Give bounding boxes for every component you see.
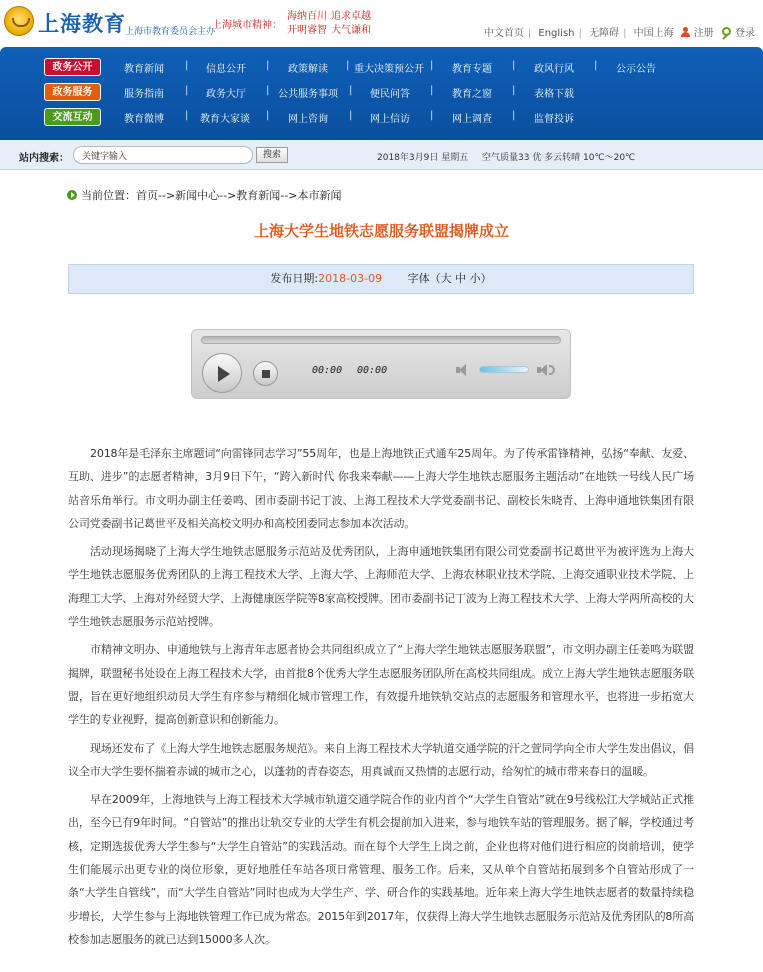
main-nav bbox=[0, 47, 763, 140]
arrow-circle-icon bbox=[67, 190, 77, 200]
current-date: 2018年3月9日 星期五 bbox=[377, 153, 469, 163]
spirit-word: 大气谦和 bbox=[331, 25, 371, 36]
user-icon bbox=[681, 27, 690, 37]
article-title: 上海大学生地铁志愿服务联盟揭牌成立 bbox=[253, 222, 509, 240]
spirit-word: 海纳百川 bbox=[287, 11, 327, 22]
nav-badge-interaction[interactable]: 交流互动 bbox=[44, 108, 101, 126]
site-name[interactable]: 上海教育 bbox=[38, 12, 126, 36]
breadcrumb bbox=[67, 187, 341, 203]
nav-item[interactable]: 公共服务事项 bbox=[278, 89, 338, 100]
audio-player bbox=[191, 329, 571, 399]
city-spirit-words bbox=[287, 10, 382, 38]
site-logo-icon[interactable] bbox=[4, 6, 34, 36]
nav-item[interactable]: 重大决策预公开 bbox=[354, 64, 424, 75]
nav-item[interactable]: 公示公告 bbox=[616, 64, 656, 75]
nav-item[interactable]: 信息公开 bbox=[206, 64, 246, 75]
play-icon[interactable] bbox=[202, 353, 242, 393]
nav-item[interactable]: 网上信访 bbox=[370, 114, 410, 125]
spirit-word: 追求卓越 bbox=[331, 11, 371, 22]
publish-date-label: 发布日期: bbox=[270, 272, 319, 285]
article-paragraph: 早在2009年，上海地铁与上海工程技术大学城市轨道交通学院合作的业内首个“大学生自管站”就在9号线松江大学城站正式推出，至今已有9年时间。“自管站”的推出让轨交专业的大学生有机会提前加入进来，参与地铁车站的管理服务。据了解，学校通过考核，定期选拔优秀大学生参与“大学生自管站”的实践活动。而在每个大学生上岗之前，企业也将对他们进行相应的岗前培训，使学生们能展示出更专业的岗位形象，更好地胜任车站各项日常管理、服务工作。后来，又从单个自管站拓展到多个自管站形成了一条“大学生自管线”，而“大学生自管站”同时也成为大学生产、学、研合作的实践基地。近年来上海大学生地铁志愿者的数量持续稳步增长，大学生参与上海地铁管理工作已成为常态。2015年到2017年，仅获得上海大学生地铁志愿服务示范站及优秀团队的8所高校参加志愿服务的就已达到15000多人次。 bbox=[68, 793, 694, 946]
link-english[interactable]: English bbox=[538, 28, 575, 39]
nav-badge-gov-open[interactable]: 政务公开 bbox=[44, 58, 101, 76]
volume-slider[interactable] bbox=[479, 366, 529, 373]
article-paragraph: 2018年是毛泽东主席题词“向雷锋同志学习”55周年，也是上海地铁正式通车25周年。为了传承雷锋精神，弘扬“奉献、友爱、互助、进步”的志愿者精神，3月9日下午，“跨入新时代 你我来奉献——上海大学生地铁志愿服务主题活动”在地铁一号线人民广场站音乐角举行。市文明办副主任姜鸣、团市委副书记丁波、上海工程技术大学党委副书记、副校长朱晓青、上海申通地铁集团有限公司党委副书记葛世平及相关高校文明办和高校团委同志参加本次活动。 bbox=[68, 447, 694, 530]
site-sub: 上海市教育委员会主办 bbox=[125, 27, 216, 37]
volume-low-icon[interactable] bbox=[456, 363, 472, 377]
nav-item[interactable]: 政务大厅 bbox=[206, 89, 246, 100]
link-accessibility[interactable]: 无障碍 bbox=[589, 28, 620, 39]
stop-icon[interactable] bbox=[253, 361, 278, 386]
spirit-word: 开明睿智 bbox=[287, 25, 327, 36]
search-input[interactable] bbox=[73, 146, 253, 164]
city-spirit-label: 上海城市精神： bbox=[212, 20, 282, 31]
nav-row-gov-open: 政务公开 教育新闻 | 信息公开 | 政策解读 | 重大决策预公开 | 教育专题 | 政风行风 | 公示公告 bbox=[44, 57, 744, 79]
nav-item[interactable]: 网上咨询 bbox=[288, 114, 328, 125]
top-links: 中文首页 | English | 无障碍 | 中国上海 注册 登录 bbox=[483, 28, 755, 39]
link-china-shanghai[interactable]: 中国上海 bbox=[633, 28, 674, 39]
nav-item[interactable]: 表格下载 bbox=[534, 89, 574, 100]
article-paragraph: 市精神文明办、申通地铁与上海青年志愿者协会共同组织成立了“上海大学生地铁志愿服务联盟”，市文明办副主任姜鸣为联盟揭牌，联盟秘书处设在上海工程技术大学，由首批8个优秀大学生志愿服务团队所在高校共同组成。成立上海大学生地铁志愿服务联盟，旨在更好地组织动员大学生有序参与精细化城市管理工作，有效提升地铁轨交站点的志愿服务和管理水平，也将进一步拓宽大学生的专业视野，提高创新意识和创新能力。 bbox=[68, 643, 694, 727]
nav-item[interactable]: 政策解读 bbox=[288, 64, 328, 75]
nav-item[interactable]: 便民问答 bbox=[370, 89, 410, 100]
progress-track[interactable] bbox=[201, 336, 561, 344]
nav-row-gov-service: 政务服务 服务指南 | 政务大厅 | 公共服务事项 | 便民问答 | 教育之窗 | 表格下载 bbox=[44, 82, 744, 104]
nav-item[interactable]: 网上调查 bbox=[452, 114, 492, 125]
nav-item[interactable]: 教育专题 bbox=[452, 64, 492, 75]
login-link[interactable]: 登录 bbox=[735, 28, 755, 39]
search-button[interactable]: 搜索 bbox=[256, 147, 288, 163]
time-current: 00:00 bbox=[312, 365, 343, 376]
nav-row-interaction: 交流互动 教育微博 | 教育大家谈 | 网上咨询 | 网上信访 | 网上调查 | 监督投诉 bbox=[44, 107, 744, 129]
nav-item[interactable]: 服务指南 bbox=[124, 89, 164, 100]
nav-badge-gov-service[interactable]: 政务服务 bbox=[44, 83, 101, 101]
search-label: 站内搜索： bbox=[19, 153, 69, 164]
nav-item[interactable]: 教育大家谈 bbox=[200, 114, 250, 125]
search-bar bbox=[0, 140, 763, 170]
nav-item[interactable]: 教育微博 bbox=[124, 114, 164, 125]
link-chinese-home[interactable]: 中文首页 bbox=[483, 28, 524, 39]
breadcrumb-text[interactable]: 当前位置：首页-->新闻中心-->教育新闻-->本市新闻 bbox=[81, 189, 342, 202]
top-header bbox=[0, 0, 763, 46]
weather-info: 空气质量33 优 多云转晴 10℃～20℃ bbox=[482, 153, 636, 163]
register-link[interactable]: 注册 bbox=[693, 28, 714, 39]
time-total: 00:00 bbox=[357, 365, 388, 376]
volume-wave-icon bbox=[549, 365, 555, 375]
nav-item[interactable]: 教育新闻 bbox=[124, 64, 164, 75]
article-info-bar bbox=[68, 264, 694, 294]
nav-item[interactable]: 教育之窗 bbox=[452, 89, 492, 100]
article-paragraph: 现场还发布了《上海大学生地铁志愿服务规范》。来自上海工程技术大学轨道交通学院的汗之萱同学向全市大学生发出倡议，倡议全市大学生要怀揣着赤诚的城市之心，以蓬勃的青春姿态，用真诚而又热情的志愿行动，给匆忙的城市带来春日的温暖。 bbox=[68, 741, 694, 778]
font-size-switcher[interactable]: 字体（大 中 小） bbox=[407, 272, 492, 285]
nav-item[interactable]: 政风行风 bbox=[534, 64, 574, 75]
article-body bbox=[68, 442, 694, 956]
publish-date: 2018-03-09 bbox=[318, 272, 383, 285]
key-icon bbox=[721, 27, 731, 37]
nav-item[interactable]: 监督投诉 bbox=[534, 114, 574, 125]
article-paragraph: 活动现场揭晓了上海大学生地铁志愿服务示范站及优秀团队，上海申通地铁集团有限公司党委副书记葛世平为被评选为上海大学生地铁志愿服务优秀团队的上海工程技术大学、上海大学、上海师范大学、上海农林职业技术学院、上海交通职业技术学院、上海理工大学、上海对外经贸大学、上海健康医学院等8家高校授牌。团市委副书记丁波为上海工程技术大学、上海大学两所高校的大学生地铁志愿服务示范站授牌。 bbox=[68, 545, 694, 629]
